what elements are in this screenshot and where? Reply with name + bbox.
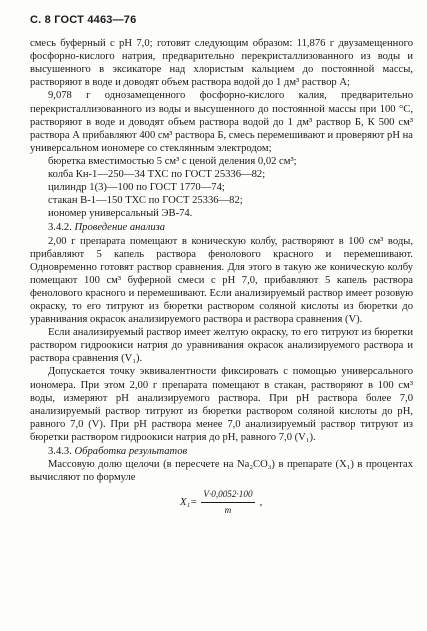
paragraph-potassium-phosphate: 9,078 г однозамещенного фосфорно-кислого калия, предварительно перекристаллизованного из воды и высушенного до постоянной массы при 100 °С, растворяют в воде и доводят объем раствора водой до 1 дм³ раствор Б, К 500 см³ раствора А прибавляют 400 см³ раствора Б, смесь перемешивают и проверяют рН на универсальном иономере со стеклянным электродом; bbox=[30, 90, 413, 154]
formula-numerator: V·0,0052·100 bbox=[201, 488, 254, 503]
formula-trailing: , bbox=[259, 497, 263, 509]
paragraph-ionomer: Допускается точку эквивалентности фиксировать с помощью универсального иономера. При этом 2,00 г препарата помещают в стакан, растворяют в 100 см³ воды, измеряют рН анализируемого раствора. При рН раствора более 7,0 анализируемый раствор титруют из бюретки раствором соляной кислоты до рН, равного 7,0 (V). При рН раствора менее 7,0 анализируемый раствор титруют из бюретки раствором гидроокиси натрия до рН, равного 7,0 (V₁). bbox=[30, 366, 413, 443]
list-item: колба Кн-1—250—34 ТХС по ГОСТ 25336—82; bbox=[48, 169, 266, 181]
paragraph-buffer-solution: смесь буферный с рН 7,0; готовят следующим образом: 11,876 г двузамещенного фосфорно-кислого натрия, предварительно перекристаллизованного из воды и высушенного в эксикаторе над хлористым кальцием до постоянной массы, растворяют в воде и доводят объем раствора водой до 1 дм³ раствор А; bbox=[30, 38, 413, 89]
section-number: 3.4.2. bbox=[48, 222, 72, 234]
list-item: иономер универсальный ЭВ-74. bbox=[48, 208, 193, 220]
formula-denominator: m bbox=[224, 505, 232, 516]
formula-fraction bbox=[201, 488, 254, 517]
paragraph-formula-intro: Массовую долю щелочи (в пересчете на Na₂CO₃) в препарате (X₁) в процентах вычисляют по формуле bbox=[30, 459, 413, 484]
equipment-list bbox=[30, 155, 413, 220]
list-item: стакан В-1—150 ТХС по ГОСТ 25336—82; bbox=[48, 195, 243, 207]
section-title: Проведение анализа bbox=[74, 222, 166, 234]
formula bbox=[30, 486, 413, 520]
paragraph-yellow-color: Если анализируемый раствор имеет желтую окраску, то его титруют из бюретки раствором гидроокиси натрия до уравнивания окрасок анализируемого раствора и раствора сравнения (V₁). bbox=[30, 327, 413, 365]
section-heading-analysis bbox=[30, 221, 413, 234]
list-item: бюретка вместимостью 5 см³ с ценой деления 0,02 см³; bbox=[48, 155, 297, 167]
section-title: Обработка результатов bbox=[74, 446, 188, 457]
page-header: С. 8 ГОСТ 4463—76 bbox=[30, 14, 137, 26]
list-item: цилиндр 1(3)—100 по ГОСТ 1770—74; bbox=[48, 182, 225, 194]
section-number: 3.4.3. bbox=[48, 446, 72, 457]
section-heading-results bbox=[30, 445, 413, 458]
paragraph-analysis-procedure: 2,00 г препарата помещают в коническую колбу, растворяют в 100 см³ воды, прибавляют 5 капель раствора фенолового красного и перемешивают. Одновременно готовят раствор сравнения. Для этого в такую же коническую колбу помещают 100 см³ буферной смеси с рН 7,0, прибавляют 5 капель раствора фенолового красного и перемешивают. Если анализируемый раствор имеет розовую окраску, то его титруют из бюретки раствором соляной кислоты из бюретки до уравнивания окрасок анализируемого раствора и раствора сравнения (V). bbox=[30, 235, 413, 326]
formula-lhs: X₁= bbox=[180, 497, 198, 509]
